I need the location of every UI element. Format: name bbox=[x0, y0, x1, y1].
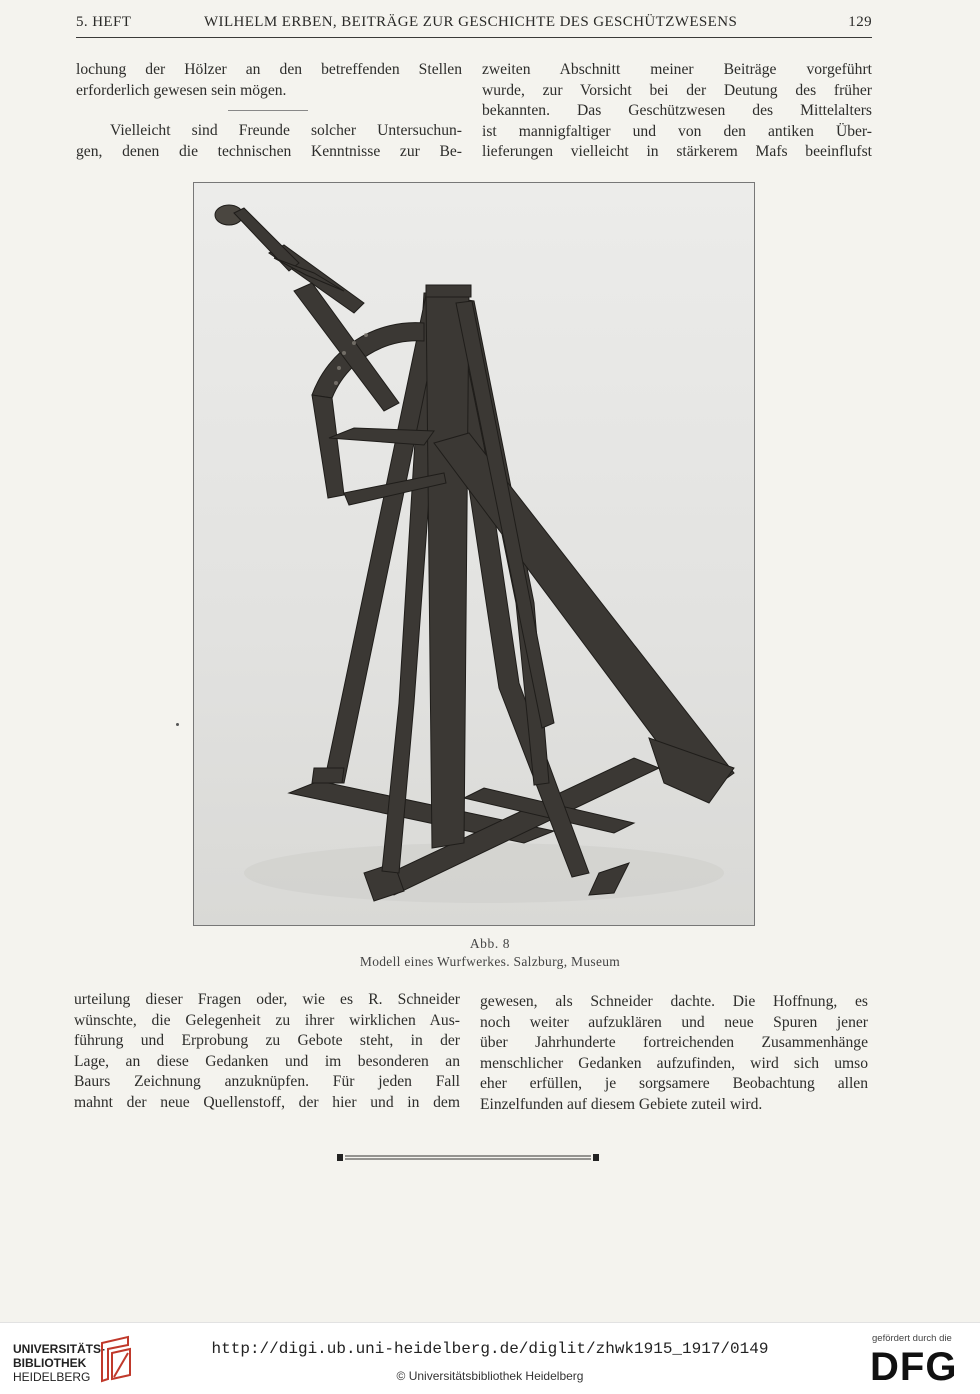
text-line: lochung der Hölzer an den betreffenden Stellen bbox=[76, 61, 462, 78]
issue-label: 5. HEFT bbox=[76, 14, 132, 30]
page-number: 129 bbox=[848, 14, 872, 30]
left-column-bottom bbox=[74, 990, 460, 1114]
text-line: urteilung dieser Fragen oder, wie es R. Schneider bbox=[74, 991, 460, 1008]
text-line: über Jahrhunderte fortreichenden Zusammenhänge bbox=[480, 1034, 868, 1052]
text-line: führung und Erprobung zu Gebote steht, in der bbox=[74, 1032, 460, 1050]
section-rule bbox=[228, 110, 308, 111]
text-line: gen, denen die technischen Kenntnisse zur Be- bbox=[76, 142, 462, 160]
margin-mark bbox=[176, 723, 179, 726]
funding-label: gefördert durch die bbox=[872, 1333, 952, 1344]
text-line: erforderlich gewesen sein mögen. bbox=[76, 81, 287, 99]
text-line: bekannten. Das Geschützwesen des Mittelalters bbox=[482, 102, 872, 120]
right-column-top bbox=[482, 60, 872, 163]
text-line: Baurs Zeichnung anzuknüpfen. Für jeden Fall bbox=[74, 1073, 460, 1091]
text-line: mahnt der neue Quellenstoff, der hier und in dem bbox=[74, 1093, 460, 1111]
figure-label: Abb. 8 bbox=[469, 936, 511, 951]
text-line: Vielleicht sind Freunde solcher Untersuchun- bbox=[110, 122, 462, 140]
copyright-notice: © Universitätsbibliothek Heidelberg bbox=[396, 1369, 584, 1383]
running-header bbox=[76, 14, 872, 36]
text-line: ist mannigfaltiger und von den antiken Über- bbox=[482, 122, 872, 140]
left-column-top bbox=[76, 60, 462, 162]
text-line: Einzelfunden auf diesem Gebiete zuteil wird. bbox=[480, 1095, 763, 1113]
figure-caption: Modell eines Wurfwerkes. Salzburg, Museum bbox=[359, 954, 621, 969]
text-line: gewesen, als Schneider dachte. Die Hoffnung, es bbox=[480, 993, 868, 1010]
footer-bar bbox=[0, 1322, 980, 1394]
text-line: eher erfüllen, je sorgsamere Beobachtung allen bbox=[480, 1075, 868, 1093]
text-line: noch weiter aufzuklären und neue Spuren jener bbox=[480, 1013, 868, 1031]
text-line: zweiten Abschnitt meiner Beiträge vorgeführt bbox=[482, 61, 872, 78]
text-line: wünschte, die Gelegenheit zu ihrer wirklichen Aus- bbox=[74, 1011, 460, 1029]
catapult-model-photo bbox=[193, 182, 755, 926]
text-line: menschlicher Gedanken aufzufinden, wird sich umso bbox=[480, 1054, 868, 1072]
text-line: wurde, zur Vorsicht bei der Deutung des früher bbox=[482, 81, 872, 99]
library-name: UNIVERSITÄTS- BIBLIOTHEK HEIDELBERG bbox=[13, 1342, 106, 1384]
text-line: Lage, an diese Gedanken und im besonderen an bbox=[74, 1052, 460, 1070]
text-line: lieferungen vielleicht in stärkerem Mafs beeinflufst bbox=[482, 143, 872, 161]
header-rule bbox=[76, 37, 872, 38]
trebuchet-model-illustration bbox=[194, 183, 754, 925]
end-ornament bbox=[337, 1152, 599, 1164]
dfg-logo: DFG bbox=[870, 1345, 958, 1389]
running-title: WILHELM ERBEN, BEITRÄGE ZUR GESCHICHTE DES GESCHÜTZWESENS bbox=[204, 14, 738, 30]
right-column-bottom bbox=[480, 992, 868, 1116]
permalink[interactable]: http://digi.ub.uni-heidelberg.de/diglit/zhwk1915_1917/0149 bbox=[211, 1340, 769, 1358]
